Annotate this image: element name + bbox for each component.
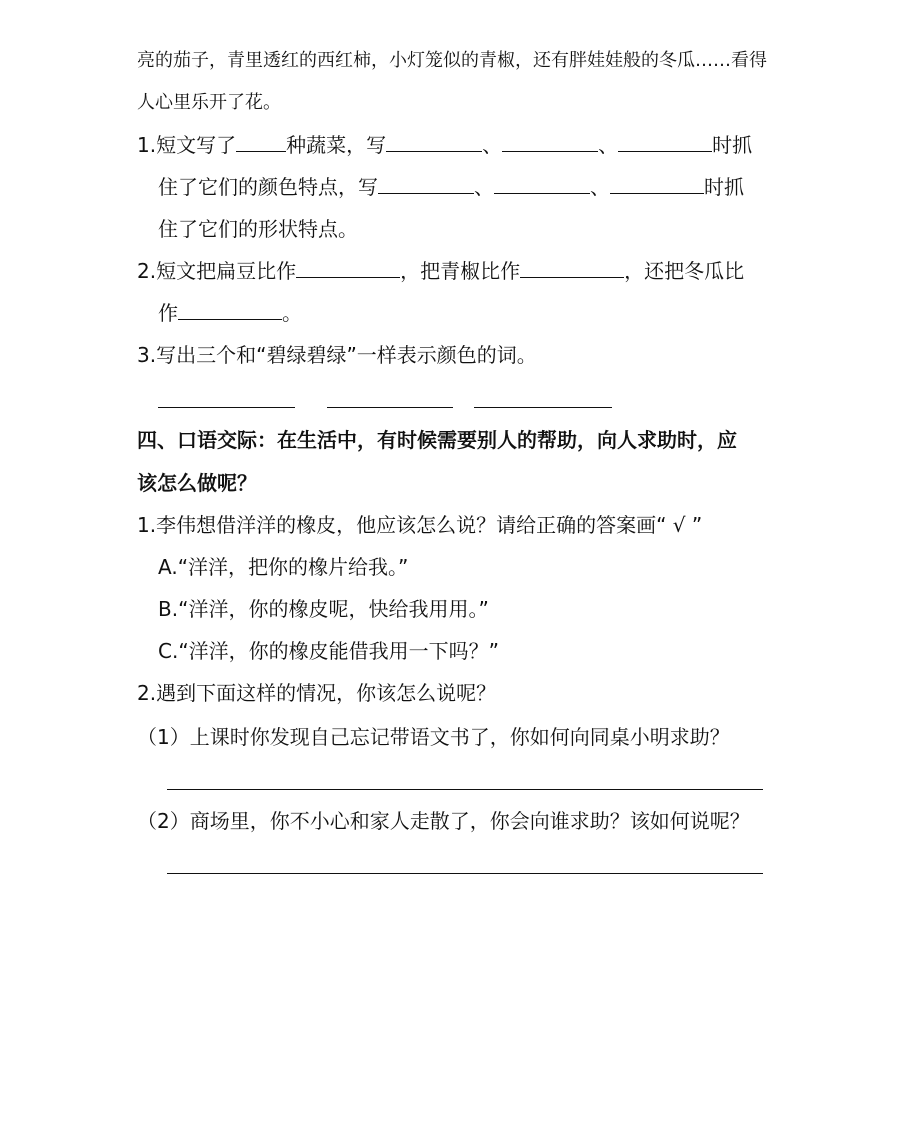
option-a[interactable]: A.“洋洋，把你的橡片给我。” <box>158 555 409 579</box>
q1-sep: 、 <box>474 175 494 199</box>
q1-blank-color-3[interactable] <box>618 150 712 152</box>
question-3: 3.写出三个和“碧绿碧绿”一样表示颜色的词。 <box>137 343 537 367</box>
question-1-line-2 <box>158 173 744 201</box>
q1-blank-count[interactable] <box>236 150 286 152</box>
section-4-title-line-1: 四、口语交际：在生活中，有时候需要别人的帮助，向人求助时，应 <box>137 428 737 452</box>
q1-blank-shape-3[interactable] <box>610 192 704 194</box>
question-2-line-1 <box>137 257 744 285</box>
q3-answer-line-1[interactable] <box>158 407 295 408</box>
q2-text-a: 2.短文把扁豆比作 <box>137 259 297 283</box>
q2-text-d: 作 <box>158 301 178 325</box>
sub-question-2: （2）商场里，你不小心和家人走散了，你会向谁求助？该如何说呢？ <box>137 809 750 833</box>
q1-text-a: 1.短文写了 <box>137 133 237 157</box>
q2-blank-qingjiao[interactable] <box>520 276 624 278</box>
q1-text-d: 住了它们的颜色特点，写 <box>158 175 378 199</box>
q1-blank-shape-2[interactable] <box>494 192 590 194</box>
question-1-line-1 <box>137 131 752 159</box>
passage-line-1: 亮的茄子，青里透红的西红柿，小灯笼似的青椒，还有胖娃娃般的冬瓜……看得 <box>137 50 767 71</box>
q1-sep: 、 <box>598 133 619 157</box>
section-4-question-2: 2.遇到下面这样的情况，你该怎么说呢？ <box>137 681 497 705</box>
q2-text-e: 。 <box>282 301 302 325</box>
q2-blank-biandou[interactable] <box>296 276 400 278</box>
sub-question-1-answer-line[interactable] <box>167 789 763 790</box>
q1-text-b: 种蔬菜，写 <box>286 133 387 157</box>
option-b[interactable]: B.“洋洋，你的橡皮呢，快给我用用。” <box>158 597 489 621</box>
q1-blank-color-2[interactable] <box>502 150 598 152</box>
question-2-line-2 <box>158 299 302 327</box>
sub-question-2-answer-line[interactable] <box>167 873 763 874</box>
passage-line-2: 人心里乐开了花。 <box>137 92 281 113</box>
q2-text-b: ，把青椒比作 <box>400 259 521 283</box>
option-c[interactable]: C.“洋洋，你的橡皮能借我用一下吗？” <box>158 639 500 663</box>
sub-question-1: （1）上课时你发现自己忘记带语文书了，你如何向同桌小明求助？ <box>137 725 730 749</box>
section-4-question-1: 1.李伟想借洋洋的橡皮，他应该怎么说？请给正确的答案画“ √ ” <box>137 513 703 537</box>
q1-text-c: 时抓 <box>712 133 753 157</box>
q1-blank-shape-1[interactable] <box>378 192 474 194</box>
section-4-title-line-2: 该怎么做呢？ <box>137 471 257 495</box>
q1-blank-color-1[interactable] <box>386 150 482 152</box>
q1-sep: 、 <box>590 175 610 199</box>
q1-text-e: 时抓 <box>704 175 744 199</box>
q1-sep: 、 <box>482 133 503 157</box>
q3-answer-line-2[interactable] <box>327 407 453 408</box>
q3-answer-line-3[interactable] <box>474 407 612 408</box>
question-1-line-3: 住了它们的形状特点。 <box>158 217 358 241</box>
q2-text-c: ，还把冬瓜比 <box>624 259 745 283</box>
q2-blank-donggua[interactable] <box>178 318 282 320</box>
